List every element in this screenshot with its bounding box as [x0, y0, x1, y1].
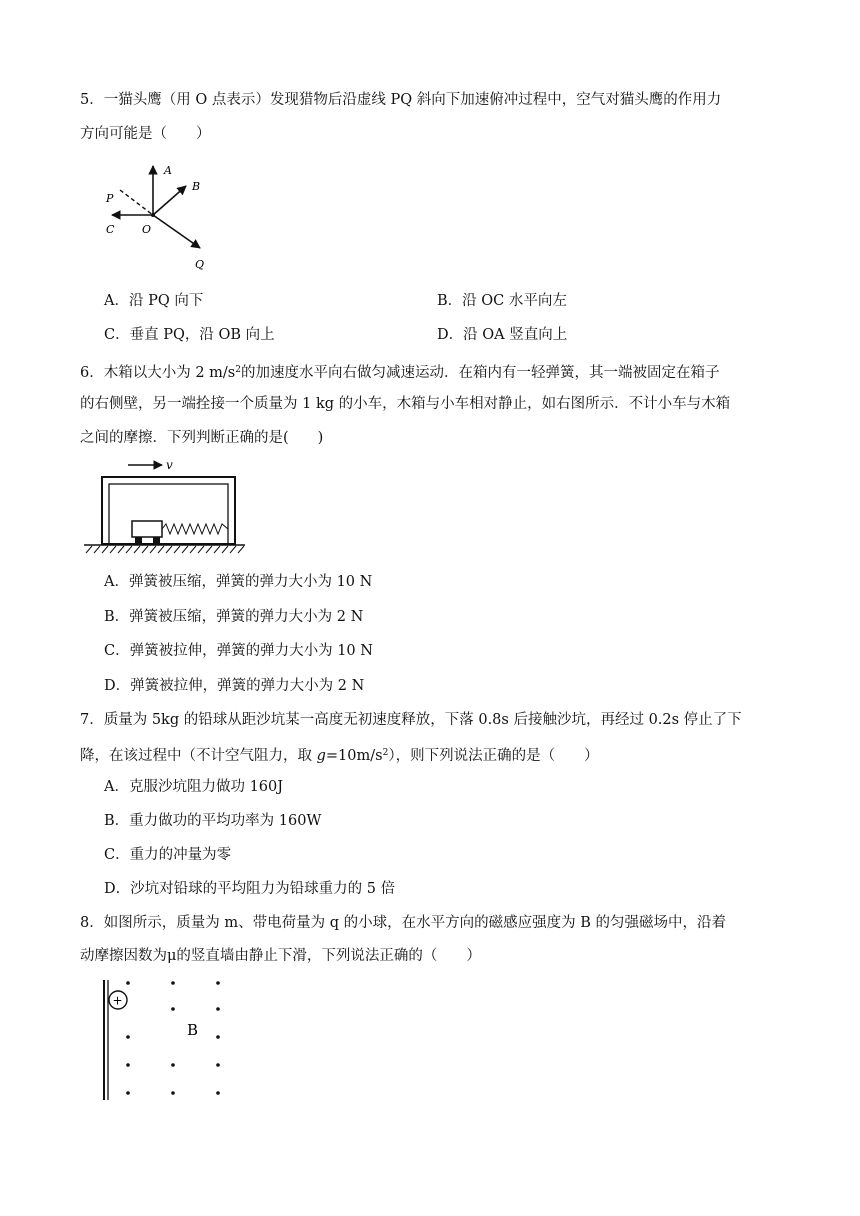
q5-label-q: Q: [195, 258, 205, 271]
q6-stem-line2: 的右侧壁，另一端拴接一个质量为 1 kg 的小车，木箱与小车相对静止，如右图所示．不计小车与木箱: [80, 396, 731, 412]
q6-stem-line1-a: 6．木箱以大小为 2 m/s: [80, 365, 236, 381]
q5-label-a: A: [164, 164, 172, 177]
q8-label-b: B: [187, 1021, 199, 1039]
q6-stem-line3: 之间的摩擦．下列判断正确的是( ): [80, 430, 324, 446]
q6-stem-line1-b: 的加速度水平向右做匀减速运动．在箱内有一轻弹簧，其一端被固定在箱子: [240, 365, 720, 381]
q6-stem-line1: [80, 360, 719, 383]
q7-stem-line2-b: =10m/s: [325, 748, 383, 764]
q6-option-a[interactable]: A．弹簧被压缩，弹簧的弹力大小为 10 N: [104, 574, 373, 590]
q5-owl-force-diagram: [100, 158, 230, 273]
q7-option-d[interactable]: D．沙坑对铅球的平均阻力为铅球重力的 5 倍: [104, 881, 396, 897]
q7-stem-line2-a: 降，在该过程中（不计空气阻力，取: [80, 748, 317, 764]
q5-label-b: B: [192, 180, 201, 193]
q7-option-c[interactable]: C．重力的冲量为零: [104, 847, 232, 863]
q5-option-a[interactable]: A．沿 PQ 向下: [104, 293, 204, 309]
q6-stem-line1-sup: 2: [235, 365, 241, 375]
q6-option-b[interactable]: B．弹簧被压缩，弹簧的弹力大小为 2 N: [104, 609, 364, 625]
q5-option-d[interactable]: D．沿 OA 竖直向上: [437, 327, 568, 343]
q7-option-b[interactable]: B．重力做功的平均功率为 160W: [104, 813, 322, 829]
q5-label-p: P: [106, 192, 114, 205]
q5-label-c: C: [106, 223, 115, 236]
q7-option-a[interactable]: A．克服沙坑阻力做功 160J: [104, 779, 284, 795]
q8-magnetic-field-diagram: [98, 976, 228, 1104]
q5-stem-line1: 5．一猫头鹰（用 O 点表示）发现猎物后沿虚线 PQ 斜向下加速俯冲过程中，空气对猫头鹰的作用力: [80, 92, 722, 108]
q6-option-d[interactable]: D．弹簧被拉伸，弹簧的弹力大小为 2 N: [104, 678, 365, 694]
q5-stem-line2: 方向可能是（ ）: [80, 126, 211, 142]
q7-stem-line2-g: g: [316, 748, 326, 764]
q6-label-v: v: [166, 458, 173, 472]
q8-label-plus: +: [112, 993, 123, 1008]
q8-stem-line2: 动摩擦因数为μ的竖直墙由静止下滑，下列说法正确的（ ）: [80, 948, 481, 964]
q5-label-o: O: [142, 223, 152, 236]
q7-stem-line2: [80, 743, 599, 766]
q7-stem-line2-c: ），则下列说法正确的是（ ）: [388, 748, 599, 764]
q7-stem-line2-sup: 2: [382, 748, 389, 758]
q6-box-spring-diagram: [82, 458, 247, 560]
q5-option-c[interactable]: C．垂直 PQ，沿 OB 向上: [104, 327, 275, 343]
q6-option-c[interactable]: C．弹簧被拉伸，弹簧的弹力大小为 10 N: [104, 643, 373, 659]
q7-stem-line1: 7．质量为 5kg 的铅球从距沙坑某一高度无初速度释放，下落 0.8s 后接触沙坑，再经过 0.2s 停止了下: [80, 712, 742, 728]
q8-stem-line1: 8．如图所示，质量为 m、带电荷量为 q 的小球，在水平方向的磁感应强度为 B 的匀强磁场中，沿着: [80, 915, 726, 931]
q5-option-b[interactable]: B．沿 OC 水平向左: [437, 293, 567, 309]
